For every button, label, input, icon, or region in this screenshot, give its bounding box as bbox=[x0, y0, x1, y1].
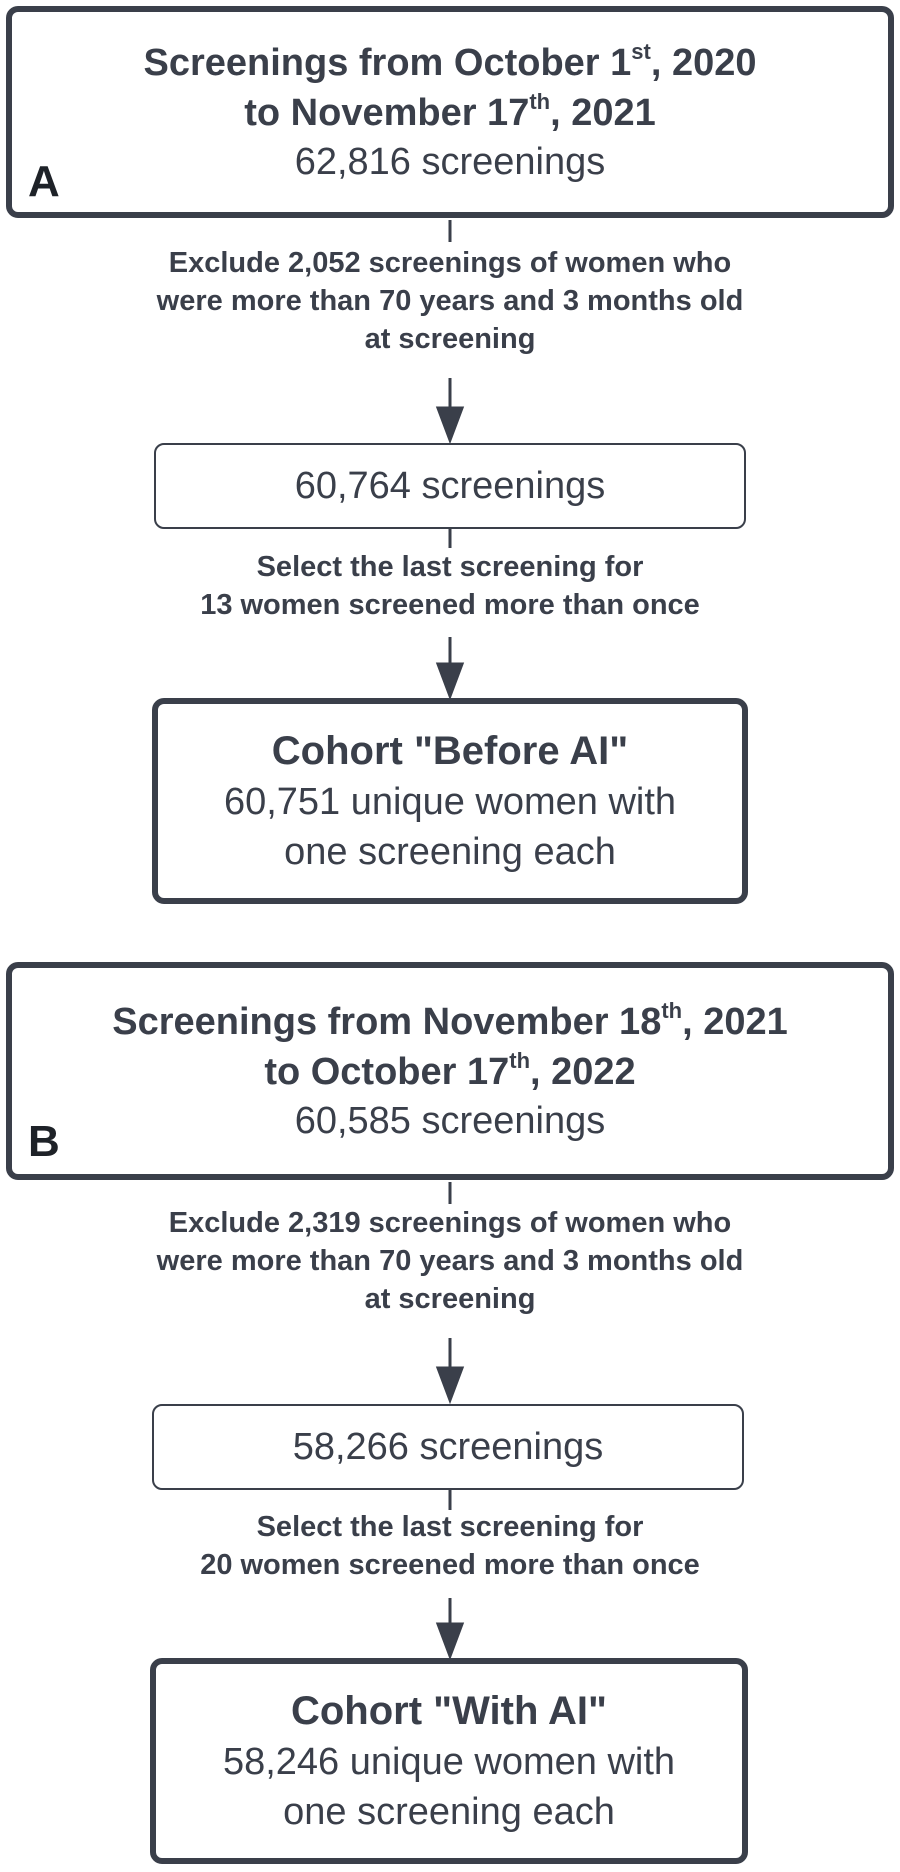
panel-a-selection-line2: 13 women screened more than once bbox=[200, 589, 700, 621]
panel-a-exclusion-step bbox=[0, 244, 900, 358]
panel-a-selection-step bbox=[0, 548, 900, 624]
panel-a-cohort-line1: 60,751 unique women with bbox=[223, 781, 677, 823]
panel-a-exclusion-line1: Exclude 2,052 screenings of women who bbox=[168, 247, 732, 279]
panel-b-exclusion-line3: at screening bbox=[364, 1283, 536, 1315]
panel-b-exclusion-line2: were more than 70 years and 3 months old bbox=[156, 1245, 744, 1277]
panel-b-selection-line1: Select the last screening for bbox=[256, 1511, 644, 1543]
arrow-a-2 bbox=[438, 664, 462, 696]
panel-a-cohort-title: Cohort "Before AI" bbox=[271, 729, 629, 773]
panel-a-exclusion-line2: were more than 70 years and 3 months old bbox=[156, 285, 744, 317]
panel-b-selection-step bbox=[0, 1508, 900, 1584]
panel-a-exclusion-line3: at screening bbox=[364, 323, 536, 355]
panel-b-exclusion-step bbox=[0, 1204, 900, 1318]
panel-a-middle-box bbox=[154, 443, 746, 529]
panel-b-top-box bbox=[6, 962, 894, 1180]
panel-b-cohort-box bbox=[150, 1658, 748, 1864]
panel-a-title-line1: Screenings from October 1st, 2020 bbox=[143, 39, 757, 84]
panel-b-middle-box bbox=[152, 1404, 744, 1490]
arrow-b-2 bbox=[438, 1624, 462, 1656]
panel-b-cohort-title: Cohort "With AI" bbox=[290, 1689, 607, 1733]
panel-b-screening-count: 60,585 screenings bbox=[294, 1100, 606, 1142]
arrow-b-1 bbox=[438, 1368, 462, 1400]
panel-b-middle-count: 58,266 screenings bbox=[292, 1426, 604, 1468]
panel-b-exclusion-line1: Exclude 2,319 screenings of women who bbox=[168, 1207, 732, 1239]
panel-b-cohort-line1: 58,246 unique women with bbox=[222, 1741, 676, 1783]
panel-b-label: B bbox=[28, 1117, 60, 1166]
panel-a-title-line2: to November 17th, 2021 bbox=[244, 89, 656, 134]
arrow-a-1 bbox=[438, 408, 462, 440]
panel-b-selection-line2: 20 women screened more than once bbox=[200, 1549, 700, 1581]
panel-a-cohort-line2: one screening each bbox=[284, 831, 616, 873]
panel-b-cohort-line2: one screening each bbox=[283, 1791, 615, 1833]
panel-a-selection-line1: Select the last screening for bbox=[256, 551, 644, 583]
panel-b-title-line1: Screenings from November 18th, 2021 bbox=[112, 998, 788, 1043]
panel-a-middle-count: 60,764 screenings bbox=[294, 465, 606, 507]
panel-a-cohort-box bbox=[152, 698, 748, 904]
panel-b-title-line2: to October 17th, 2022 bbox=[264, 1048, 636, 1093]
panel-a-label: A bbox=[28, 157, 60, 206]
panel-a-top-box bbox=[6, 6, 894, 218]
panel-a-screening-count: 62,816 screenings bbox=[294, 141, 606, 183]
